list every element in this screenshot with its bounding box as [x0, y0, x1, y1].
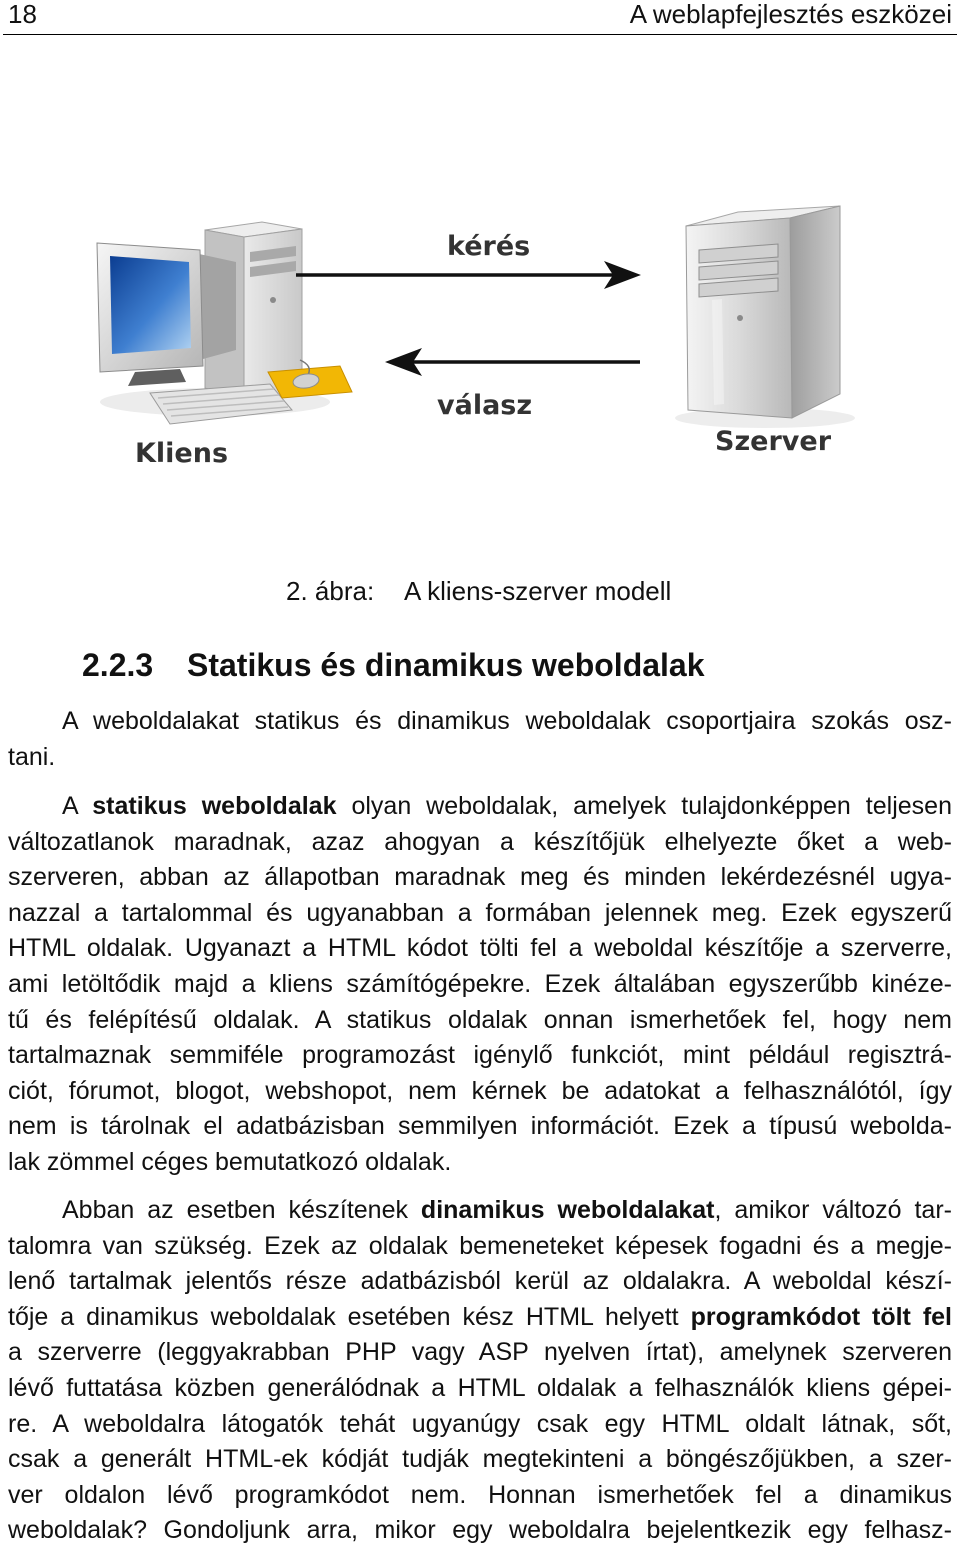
text-line: [8, 1145, 952, 1181]
section-heading: [0, 646, 960, 684]
text-run: olyan weboldalak, amelyek tulajdonképpen teljesen: [336, 792, 952, 820]
text-run: nem is tárolnak el adatbázisban semmilyen információt. Ezek a típusú webolda-: [8, 1112, 952, 1141]
text-line: [8, 1513, 952, 1549]
text-run: csak a generált HTML-ek kódját tudják megtekinteni a böngészőjükben, a szer-: [8, 1445, 952, 1474]
text-run: ami letöltődik majd a kliens számítógépekre. Ezek általában egyszerűbb kinéze-: [8, 969, 952, 998]
text-line: [8, 931, 952, 967]
text-run: a szerverre (leggyakrabban PHP vagy ASP nyelven írtat), amelynek szerveren: [8, 1338, 952, 1367]
power-button: [737, 315, 743, 321]
right-arrow-icon: [296, 261, 641, 289]
text-run: re. A weboldalra látogatók tehát ugyanúgy csak egy HTML oldalt látnak, sőt,: [8, 1409, 952, 1438]
figure-caption: [0, 577, 960, 605]
figure-title: A kliens-szerver modell: [404, 576, 672, 606]
left-arrow-icon: [385, 348, 640, 376]
text-line: [8, 1193, 952, 1229]
response-label: válasz: [437, 390, 533, 421]
text-line: [8, 1407, 952, 1443]
running-header: [0, 0, 960, 35]
text-run: A weboldalakat statikus és dinamikus weboldalak csoportjaira szokás osz-: [62, 707, 952, 735]
text-run: talomra van szükség. Ezek az oldalak bemeneteket képesek fogadni és a megje-: [8, 1231, 952, 1260]
text-line: [8, 967, 952, 1003]
text-line: [8, 1335, 952, 1371]
client-server-diagram: [0, 40, 960, 500]
monitor-stand: [128, 369, 186, 386]
text-run: tartalmaznak semmiféle programozást igénylő funkciót, mint például regisztrá-: [8, 1041, 952, 1070]
text-run: ciót, fórumot, blogot, webshopot, nem kérnek be adatokat a felhasználótól, így: [8, 1076, 952, 1105]
server-tower-icon: [675, 206, 855, 428]
page-number: 18: [8, 0, 37, 29]
text-run: HTML oldalak. Ugyanazt a HTML kódot tölti fel a weboldal készítője a szerverre,: [8, 934, 952, 963]
text-line: [8, 1264, 952, 1300]
header-rule: [3, 34, 957, 35]
text-line: [8, 1478, 952, 1514]
text-run: változatlanok maradnak, azaz ahogyan a készítőjük elhelyezte őket a web-: [8, 827, 952, 856]
text-line: [8, 740, 952, 776]
text-line: [8, 1074, 952, 1110]
chapter-title: A weblapfejlesztés eszközei: [629, 0, 952, 29]
bold-term: programkódot tölt fel: [690, 1302, 953, 1331]
text-run: nazzal a tartalommal és ugyanabban a formában jelennek meg. Ezek egyszerű: [8, 898, 952, 927]
section-number: 2.2.3: [82, 647, 154, 683]
text-line: [8, 1003, 952, 1039]
text-line: [8, 860, 952, 896]
server-label: Szerver: [715, 426, 832, 457]
text-run: tani.: [8, 742, 56, 771]
text-line: [8, 1300, 952, 1336]
text-run: tű és felépítésű oldalak. A statikus oldalak onnan ismerhetőek fel, hogy nem: [8, 1005, 952, 1034]
text-run: lak zömmel céges bemutatkozó oldalak.: [8, 1147, 452, 1176]
monitor-screen: [110, 256, 191, 354]
paragraph: [8, 789, 952, 1181]
text-line: [8, 896, 952, 932]
text-run: lenő tartalmak jelentős része adatbázisból kerül az oldalakra. A weboldal készí-: [8, 1267, 952, 1296]
text-line: [8, 825, 952, 861]
figure-number: 2. ábra:: [286, 576, 375, 606]
client-label: Kliens: [135, 438, 229, 469]
text-run: tője a dinamikus weboldalak esetében kész HTML helyett: [8, 1302, 691, 1331]
text-line: [8, 1229, 952, 1265]
text-run: , amikor változó tar-: [714, 1196, 952, 1224]
paragraph: [8, 704, 952, 775]
section-title: Statikus és dinamikus weboldalak: [187, 647, 705, 683]
text-run: lévő futtatása közben generálódnak a HTML oldalak a felhasználók kliens gépei-: [8, 1373, 952, 1402]
bold-term: statikus weboldalak: [92, 792, 337, 820]
text-line: [8, 789, 952, 825]
text-line: [8, 1109, 952, 1145]
text-line: [8, 1371, 952, 1407]
text-run: szerveren, abban az állapotban maradnak meg és minden lekérdezésnél ugya-: [8, 863, 952, 892]
paragraph: [8, 1193, 952, 1549]
text-line: [8, 704, 952, 740]
client-computer-icon: [97, 222, 352, 424]
bold-term: dinamikus weboldalakat: [420, 1196, 715, 1224]
text-line: [8, 1038, 952, 1074]
text-run: weboldalak? Gondoljunk arra, mikor egy weboldalra bejelentkezik egy felhasz-: [8, 1516, 952, 1545]
text-run: Abban az esetben készítenek: [62, 1196, 421, 1224]
text-run: ver oldalon lévő programkódot nem. Honnan ismerhetőek fel a dinamikus: [8, 1480, 952, 1509]
text-run: A: [62, 792, 93, 820]
request-label: kérés: [447, 231, 531, 262]
power-button: [270, 297, 276, 303]
text-line: [8, 1442, 952, 1478]
